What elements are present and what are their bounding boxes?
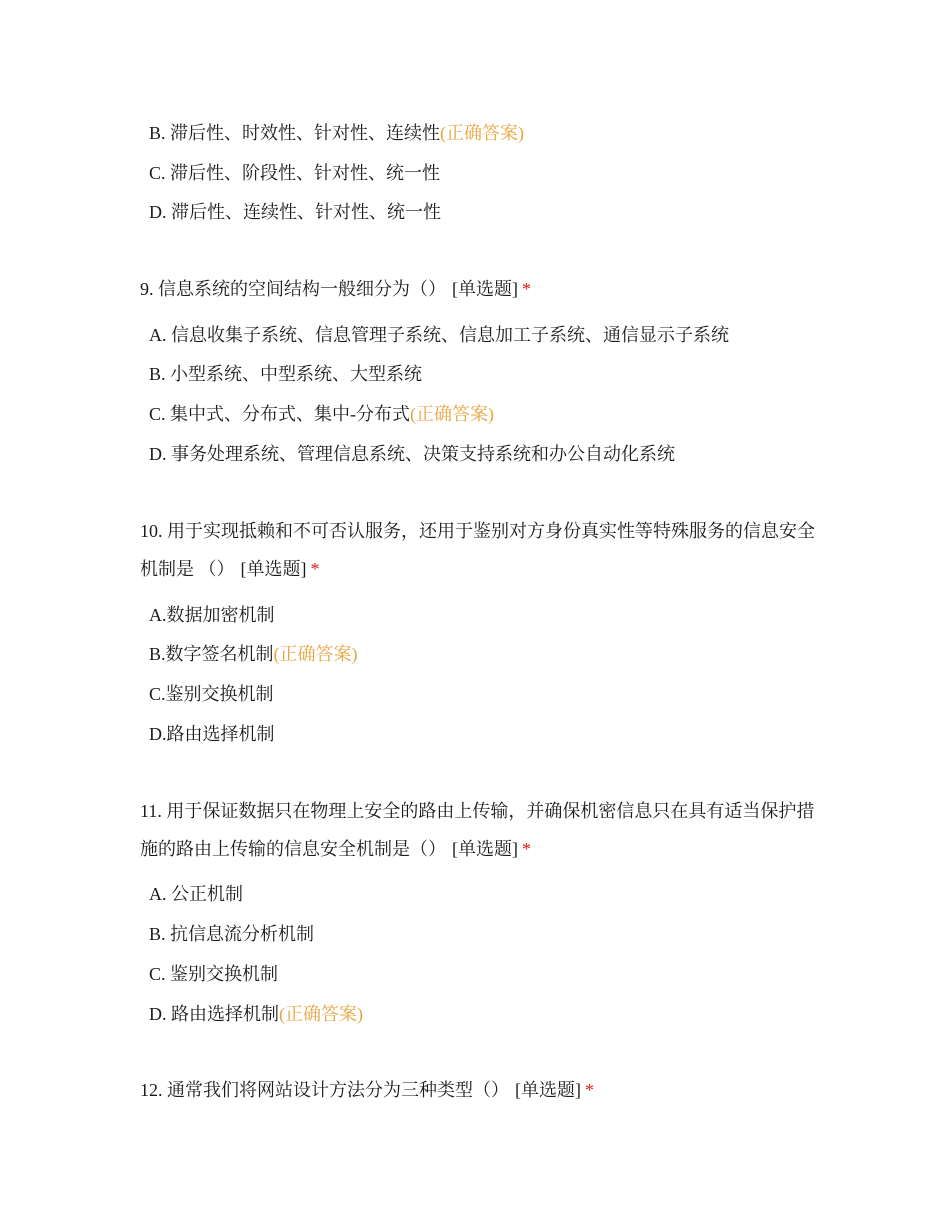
question-number: 9. (140, 279, 154, 299)
question-number: 12. (140, 1080, 163, 1100)
option-label: B. 抗信息流分析机制 (149, 924, 315, 944)
correct-answer-tag: (正确答案) (440, 123, 525, 143)
q10-option-b (149, 642, 358, 666)
option-label: C.鉴别交换机制 (149, 684, 274, 704)
question-number: 11. (140, 801, 162, 821)
q10-option-a (149, 603, 275, 627)
option-label: A. 公正机制 (149, 884, 243, 904)
q8-option-d (149, 200, 441, 224)
required-mark: * (585, 1080, 594, 1100)
q10-option-d (149, 722, 275, 746)
option-label: B. 小型系统、中型系统、大型系统 (149, 364, 423, 384)
q11-title (140, 792, 820, 868)
q11-option-b (149, 922, 314, 946)
q12-title (140, 1071, 820, 1109)
q11-option-d (149, 1002, 363, 1026)
required-mark: * (310, 559, 320, 579)
option-label: C. 滞后性、阶段性、针对性、统一性 (149, 163, 441, 183)
option-label: D.路由选择机制 (149, 724, 275, 744)
correct-answer-tag: (正确答案) (273, 644, 358, 664)
q9-option-b (149, 362, 422, 386)
q8-option-c (149, 161, 440, 185)
option-label: A. 信息收集子系统、信息管理子系统、信息加工子系统、通信显示子系统 (149, 325, 729, 345)
q8-option-b (149, 121, 524, 145)
question-type: [单选题] (452, 279, 518, 299)
question-text: 信息系统的空间结构一般细分为（） (158, 279, 446, 299)
q10-option-c (149, 682, 274, 706)
question-number: 10. (140, 521, 163, 541)
option-label: D. 滞后性、连续性、针对性、统一性 (149, 202, 441, 222)
question-text: 通常我们将网站设计方法分为三种类型（） (167, 1080, 509, 1100)
question-text: 用于实现抵赖和不可否认服务，还用于鉴别对方身份真实性等特殊服务的信息安全机制是 （） (140, 521, 815, 579)
question-type: [单选题] (515, 1080, 581, 1100)
option-label: C. 鉴别交换机制 (149, 964, 279, 984)
correct-answer-tag: (正确答案) (279, 1004, 363, 1024)
option-label: C. 集中式、分布式、集中-分布式 (149, 404, 410, 424)
q9-option-c (149, 402, 494, 426)
q9-option-a (149, 323, 729, 347)
required-mark: * (522, 839, 531, 859)
question-type: [单选题] (240, 559, 307, 579)
q11-option-a (149, 882, 243, 906)
option-label: D. 事务处理系统、管理信息系统、决策支持系统和办公自动化系统 (149, 444, 675, 464)
q10-title (140, 512, 820, 588)
required-mark: * (522, 279, 531, 299)
option-label: B.数字签名机制 (149, 644, 274, 664)
option-label: A.数据加密机制 (149, 605, 275, 625)
q9-option-d (149, 442, 675, 466)
correct-answer-tag: (正确答案) (410, 404, 494, 424)
question-type: [单选题] (452, 839, 518, 859)
q11-option-c (149, 962, 278, 986)
option-label: D. 路由选择机制 (149, 1004, 279, 1024)
option-label: B. 滞后性、时效性、针对性、连续性 (149, 123, 441, 143)
q9-title (140, 270, 820, 308)
question-text: 用于保证数据只在物理上安全的路由上传输，并确保机密信息只在具有适当保护措施的路由上传输的信息安全机制是（） (140, 801, 815, 859)
